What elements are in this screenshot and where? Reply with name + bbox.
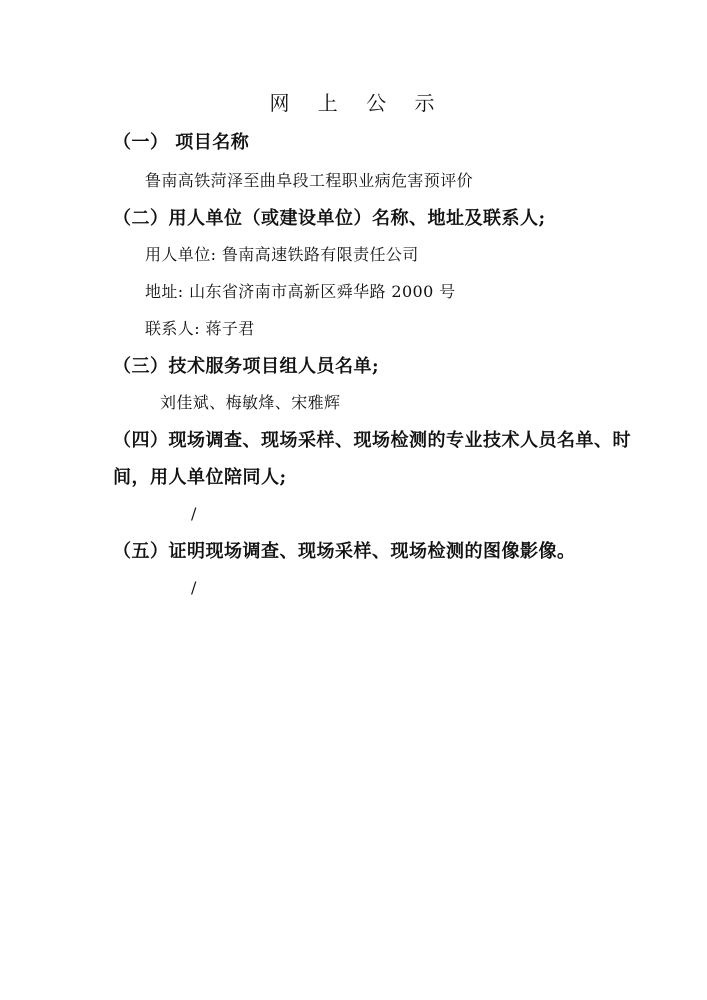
section-4-heading-continued: 间，用人单位陪同人; (113, 467, 287, 488)
section-2-heading: （二）用人单位（或建设单位）名称、地址及联系人; (113, 208, 546, 229)
page-title: 网 上 公 示 (269, 91, 446, 115)
project-name: 鲁南高铁菏泽至曲阜段工程职业病危害预评价 (145, 171, 474, 190)
section-4-value: / (191, 504, 197, 523)
section-5-value: / (191, 578, 197, 597)
employer-address: 地址: 山东省济南市高新区舜华路 2000 号 (145, 282, 456, 301)
section-1-heading: （一） 项目名称 (113, 132, 250, 153)
team-members: 刘佳斌、梅敏烽、宋雅辉 (160, 393, 341, 412)
section-4-heading: （四）现场调查、现场采样、现场检测的专业技术人员名单、时 (113, 430, 631, 451)
section-3-heading: （三）技术服务项目组人员名单; (113, 356, 380, 377)
contact-person: 联系人: 蒋子君 (145, 319, 255, 338)
employer-name: 用人单位: 鲁南高速铁路有限责任公司 (145, 245, 419, 264)
section-5-heading: （五）证明现场调查、现场采样、现场检测的图像影像。 (113, 541, 576, 562)
